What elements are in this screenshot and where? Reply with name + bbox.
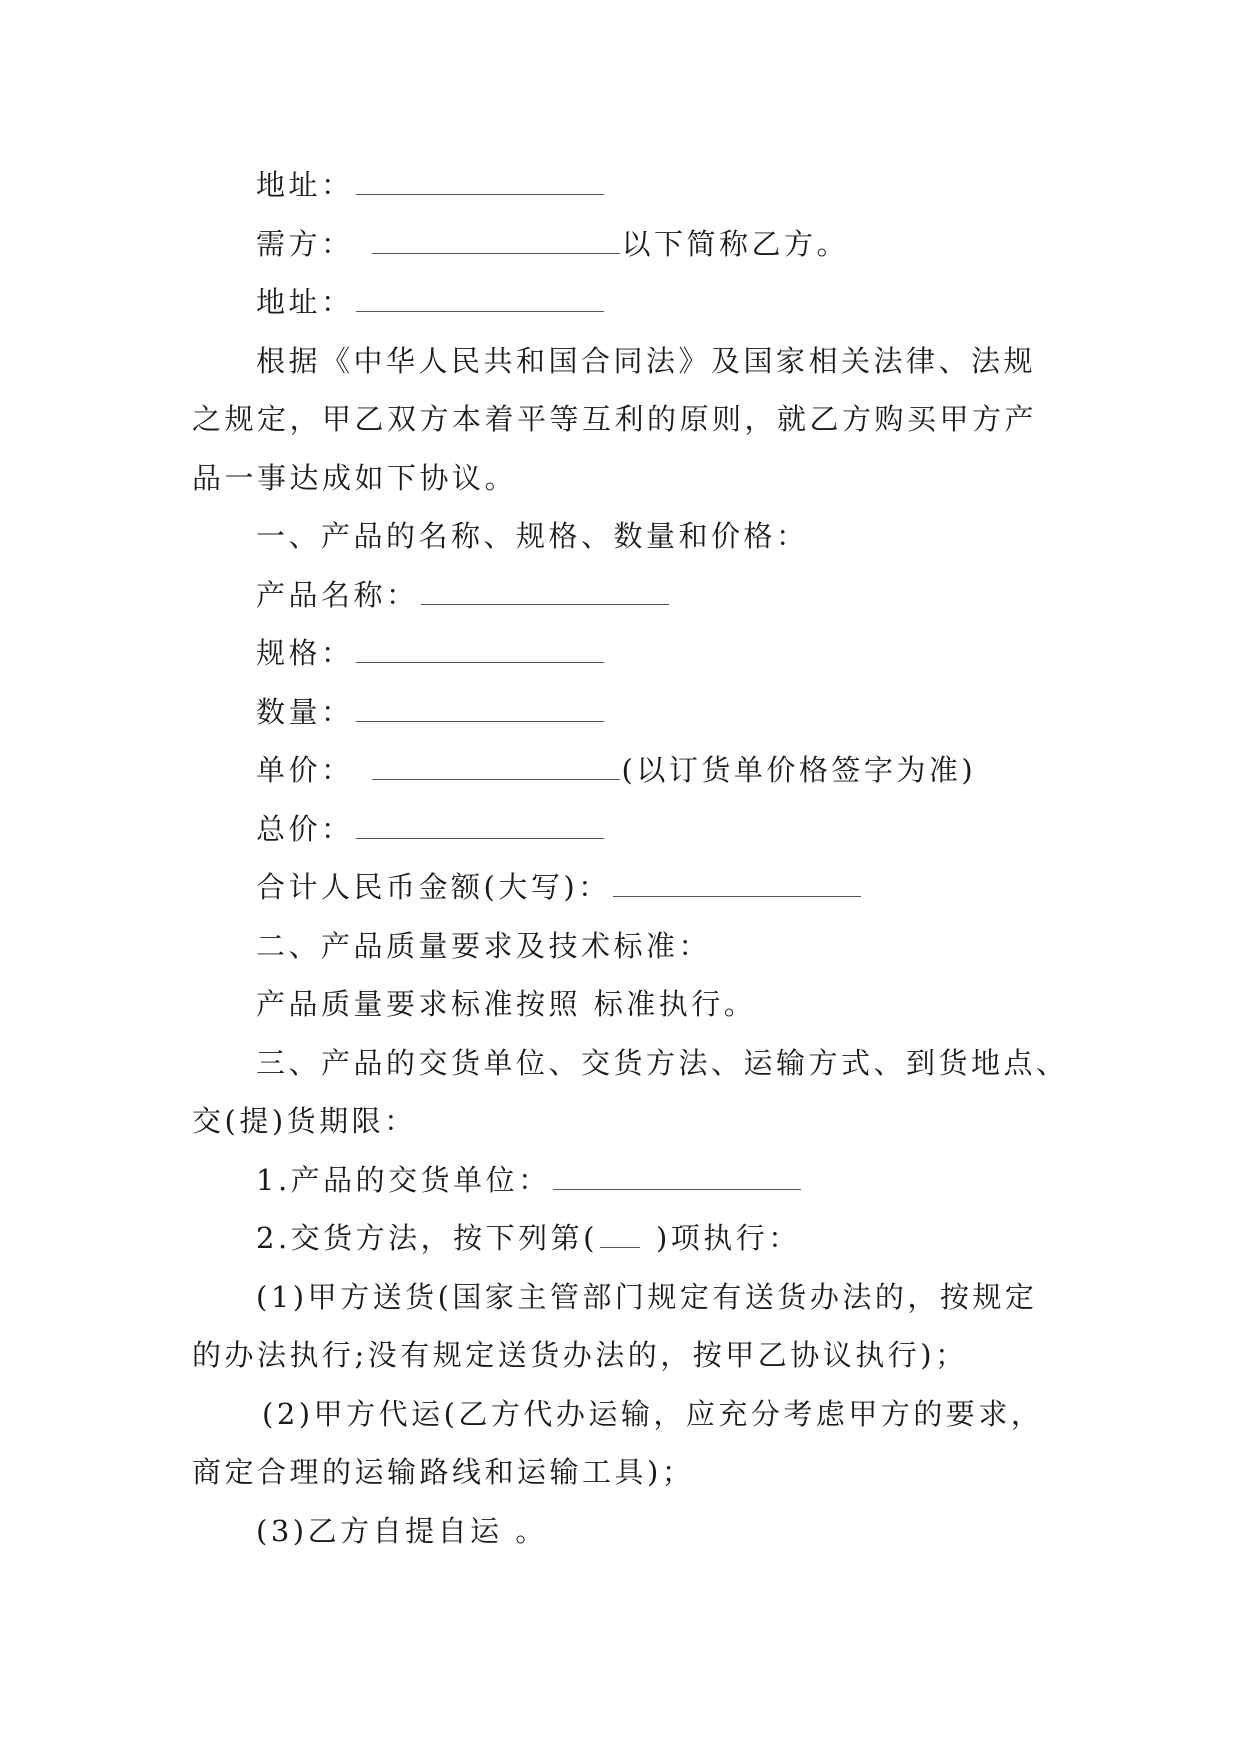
unit-price-note: (以订货单价格签字为准) bbox=[621, 753, 977, 787]
quantity-line bbox=[192, 683, 1054, 742]
buyer-label: 需方： bbox=[256, 226, 354, 261]
address-label: 地址： bbox=[256, 168, 354, 202]
buyer-line bbox=[192, 215, 1054, 274]
spec-blank bbox=[356, 636, 604, 663]
section-heading-1: 一、产品的名称、规格、数量和价格： bbox=[256, 519, 809, 553]
quantity-blank bbox=[356, 695, 604, 722]
option-2-cont: 商定合理的运输路线和运输工具)； bbox=[192, 1455, 695, 1489]
delivery-method-line bbox=[192, 1209, 1054, 1268]
paragraph-line: 品一事达成如下协议。 bbox=[192, 460, 518, 495]
paragraph-line: 之规定，甲乙双方本着平等互利的原则，就乙方购买甲方产 bbox=[192, 402, 1038, 436]
option-1-line: (1)甲方送货(国家主管部门规定有送货办法的，按规定 bbox=[256, 1279, 1038, 1314]
delivery-unit-line bbox=[192, 1151, 1054, 1210]
total-price-label: 总价： bbox=[256, 811, 354, 846]
buyer-address-blank bbox=[356, 285, 604, 312]
unit-price-label: 单价： bbox=[256, 753, 354, 787]
product-name-label: 产品名称： bbox=[256, 577, 419, 612]
buyer-name-blank bbox=[372, 227, 620, 254]
section-heading-2: 二、产品质量要求及技术标准： bbox=[256, 928, 712, 963]
unit-price-blank bbox=[372, 753, 620, 780]
option-1-cont: 的办法执行;没有规定送货办法的，按甲乙协议执行)； bbox=[192, 1338, 968, 1372]
supplier-address-blank bbox=[356, 168, 604, 195]
delivery-unit-label: 1.产品的交货单位： bbox=[256, 1162, 551, 1197]
option-2-line: (2)甲方代运(乙方代办运输，应充分考虑甲方的要求， bbox=[262, 1396, 1044, 1431]
buyer-suffix: 以下简称乙方。 bbox=[621, 226, 850, 261]
spec-line bbox=[192, 624, 1054, 683]
contract-body bbox=[192, 156, 1069, 1560]
address-label: 地址： bbox=[256, 285, 354, 319]
delivery-method-suffix: )项执行： bbox=[655, 1221, 801, 1255]
total-rmb-line bbox=[192, 858, 1054, 917]
product-name-line bbox=[192, 566, 1054, 625]
quantity-label: 数量： bbox=[256, 694, 354, 729]
section-heading-3: 三、产品的交货单位、交货方法、运输方式、到货地点、 bbox=[256, 1045, 1069, 1080]
total-price-line bbox=[192, 800, 1054, 859]
total-rmb-label: 合计人民币金额(大写)： bbox=[256, 870, 611, 904]
delivery-option-blank bbox=[600, 1221, 640, 1248]
product-name-blank bbox=[421, 578, 669, 605]
supplier-address-line bbox=[192, 156, 1054, 215]
spec-label: 规格： bbox=[256, 636, 354, 670]
section-heading-3-cont: 交(提)货期限： bbox=[192, 1104, 417, 1138]
total-rmb-blank bbox=[613, 870, 861, 897]
paragraph-line: 根据《中华人民共和国合同法》及国家相关法律、法规 bbox=[256, 343, 1037, 378]
delivery-unit-blank bbox=[553, 1163, 801, 1190]
buyer-address-line bbox=[192, 273, 1054, 332]
option-3-line: (3)乙方自提自运 。 bbox=[256, 1513, 548, 1548]
total-price-blank bbox=[356, 812, 604, 839]
unit-price-line bbox=[192, 741, 1054, 800]
quality-standard-line: 产品质量要求标准按照 标准执行。 bbox=[256, 987, 757, 1021]
delivery-method-prefix: 2.交货方法，按下列第( bbox=[256, 1221, 598, 1255]
